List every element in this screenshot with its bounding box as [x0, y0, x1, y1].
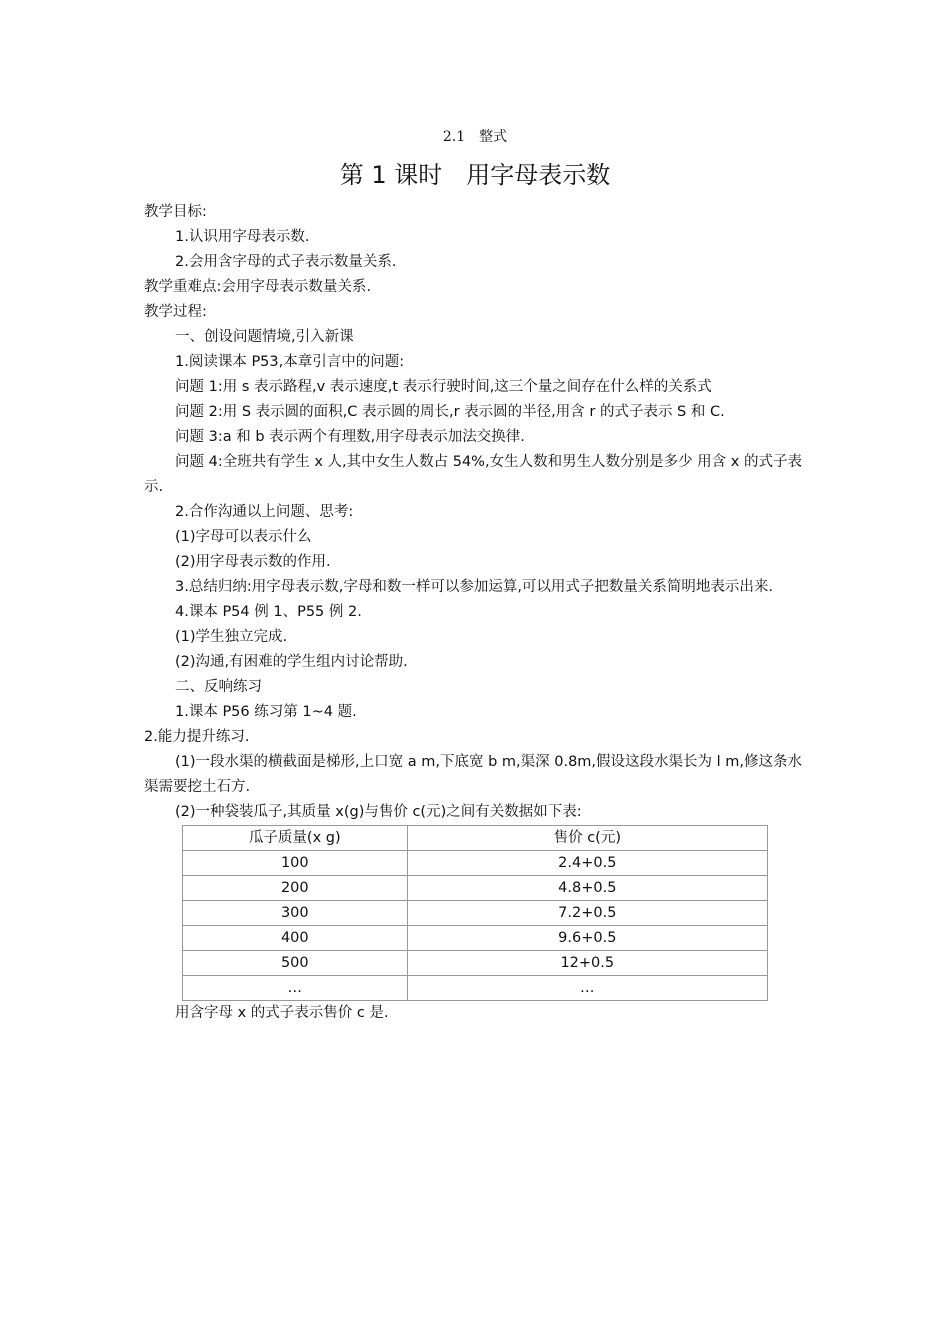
paragraph-line: 2.能力提升练习. — [144, 729, 250, 745]
table-row — [183, 851, 768, 876]
paragraph-line: 问题 2:用 S 表示圆的面积,C 表示圆的周长,r 表示圆的半径,用含 r 的式子表示 S 和 C. — [175, 404, 725, 420]
paragraph-line: 问题 1:用 s 表示路程,v 表示速度,t 表示行驶时间,这三个量之间存在什么样的关系式 — [175, 379, 712, 395]
paragraph-line: 1.课本 P56 练习第 1~4 题. — [175, 704, 357, 720]
table-row — [183, 876, 768, 901]
table-cell: … — [407, 976, 767, 1001]
table-cell: 500 — [183, 951, 408, 976]
paragraph-line: 教学过程: — [144, 304, 207, 320]
table-header-cell: 瓜子质量(x g) — [183, 826, 408, 851]
table-cell: … — [183, 976, 408, 1001]
table-header-cell: 售价 c(元) — [407, 826, 767, 851]
lesson-body — [144, 200, 806, 1026]
section-label: 2.1 整式 — [442, 129, 508, 145]
paragraph-line: 二、反响练习 — [175, 679, 262, 695]
table-cell: 7.2+0.5 — [407, 901, 767, 926]
table-cell: 2.4+0.5 — [407, 851, 767, 876]
paragraph-line: 一、创设问题情境,引入新课 — [175, 329, 354, 345]
table-cell: 9.6+0.5 — [407, 926, 767, 951]
table-cell: 4.8+0.5 — [407, 876, 767, 901]
paragraph-line: (1)一段水渠的横截面是梯形,上口宽 a m,下底宽 b m,渠深 0.8m,假设这段水渠长为 l m,修这条水渠需要挖土石方. — [144, 754, 803, 795]
paragraph-line: (2)沟通,有困难的学生组内讨论帮助. — [175, 654, 408, 670]
paragraph-line: 3.总结归纳:用字母表示数,字母和数一样可以参加运算,可以用式子把数量关系简明地表示出来. — [175, 579, 774, 595]
table-row — [183, 901, 768, 926]
paragraph-line: 教学目标: — [144, 204, 207, 220]
paragraph-line: 1.阅读课本 P53,本章引言中的问题: — [175, 354, 405, 370]
paragraph-line: 问题 3:a 和 b 表示两个有理数,用字母表示加法交换律. — [175, 429, 525, 445]
table-cell: 200 — [183, 876, 408, 901]
table-cell: 100 — [183, 851, 408, 876]
lesson-paragraphs — [144, 200, 806, 825]
price-table — [182, 825, 768, 1001]
paragraph-line: 教学重难点:会用字母表示数量关系. — [144, 279, 371, 295]
table-row — [183, 926, 768, 951]
table-row — [183, 976, 768, 1001]
paragraph-line: (2)一种袋装瓜子,其质量 x(g)与售价 c(元)之间有关数据如下表: — [175, 804, 582, 820]
paragraph-line: 2.会用含字母的式子表示数量关系. — [175, 254, 397, 270]
page-title: 第 1 课时 用字母表示数 — [339, 161, 611, 189]
paragraph-line: 2.合作沟通以上问题、思考: — [175, 504, 354, 520]
price-table-wrapper — [182, 825, 768, 1001]
paragraph-line: (1)字母可以表示什么 — [175, 529, 312, 545]
paragraph-line: 问题 4:全班共有学生 x 人,其中女生人数占 54%,女生人数和男生人数分别是多少 用含 x 的式子表示. — [144, 454, 802, 495]
table-cell: 12+0.5 — [407, 951, 767, 976]
closing-question: 用含字母 x 的式子表示售价 c 是. — [175, 1005, 389, 1021]
table-header-row — [183, 826, 768, 851]
paragraph-line: 1.认识用字母表示数. — [175, 229, 310, 245]
paragraph-line: (1)学生独立完成. — [175, 629, 288, 645]
table-cell: 300 — [183, 901, 408, 926]
table-row — [183, 951, 768, 976]
table-cell: 400 — [183, 926, 408, 951]
paragraph-line: 4.课本 P54 例 1、P55 例 2. — [175, 604, 362, 620]
paragraph-line: (2)用字母表示数的作用. — [175, 554, 331, 570]
